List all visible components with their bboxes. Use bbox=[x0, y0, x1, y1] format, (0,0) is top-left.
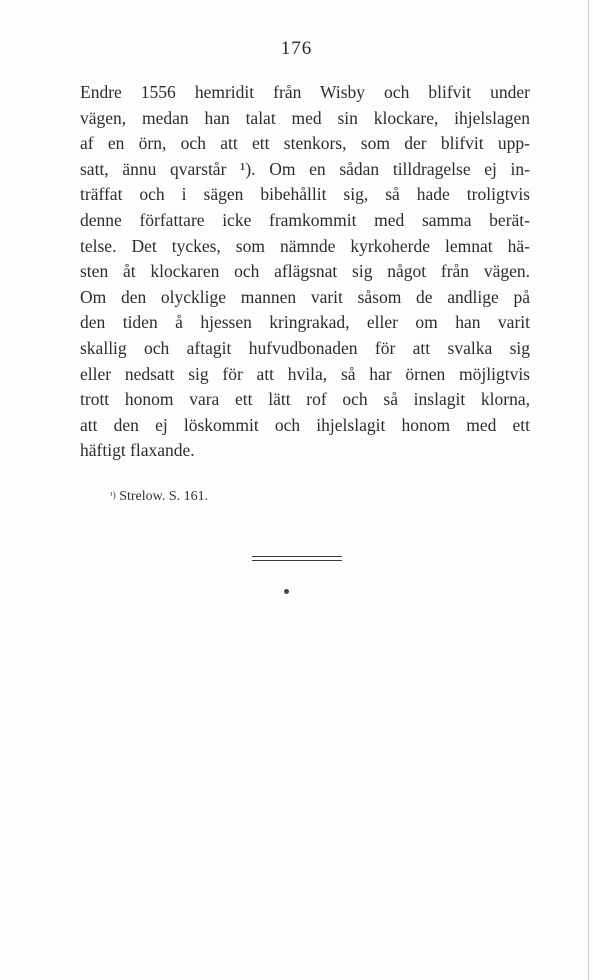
text-line: telse. Det tyckes, som nämnde kyrkoherde lemnat hä- bbox=[80, 235, 530, 256]
text-line: trott honom vara ett lätt rof och så inslagit klorna, bbox=[80, 389, 530, 410]
text-line: den tiden å hjessen kringrakad, eller om han varit bbox=[80, 312, 530, 333]
text-line: att den ej löskommit och ihjelslagit honom med ett bbox=[80, 414, 530, 435]
text-line: af en örn, och att ett stenkors, som der blifvit upp- bbox=[80, 133, 530, 154]
text-line: skallig och aftagit hufvudbonaden för att svalka sig bbox=[80, 337, 530, 358]
text-line: sten åt klockaren och aflägsnat sig något från vägen. bbox=[80, 261, 530, 282]
end-rule-top bbox=[252, 556, 342, 557]
footnote bbox=[110, 488, 208, 506]
body-text bbox=[80, 80, 530, 464]
footnote-text: Strelow. S. 161. bbox=[119, 489, 209, 504]
text-line: eller nedsatt sig för att hvila, så har örnen möjligtvis bbox=[80, 363, 530, 384]
footnote-marker: ¹) bbox=[110, 490, 116, 500]
text-line: träffat och i sägen bibehållit sig, så hade troligtvis bbox=[80, 184, 530, 205]
text-line: vägen, medan han talat med sin klockare, ihjelslagen bbox=[80, 107, 530, 128]
text-line: denne författare icke framkommit med samma berät- bbox=[80, 209, 530, 230]
text-line: Om den olycklige mannen varit såsom de andlige på bbox=[80, 286, 530, 307]
end-rule-bottom bbox=[252, 560, 342, 561]
page-edge bbox=[588, 0, 589, 980]
text-line: Endre 1556 hemridit från Wisby och blifvit under bbox=[80, 82, 530, 102]
text-line-last: häftigt flaxande. bbox=[80, 440, 195, 461]
text-line: satt, ännu qvarstår ¹). Om en sådan tilldragelse ej in- bbox=[80, 158, 530, 179]
page-number: 176 bbox=[280, 38, 313, 59]
ink-dot bbox=[284, 589, 289, 594]
